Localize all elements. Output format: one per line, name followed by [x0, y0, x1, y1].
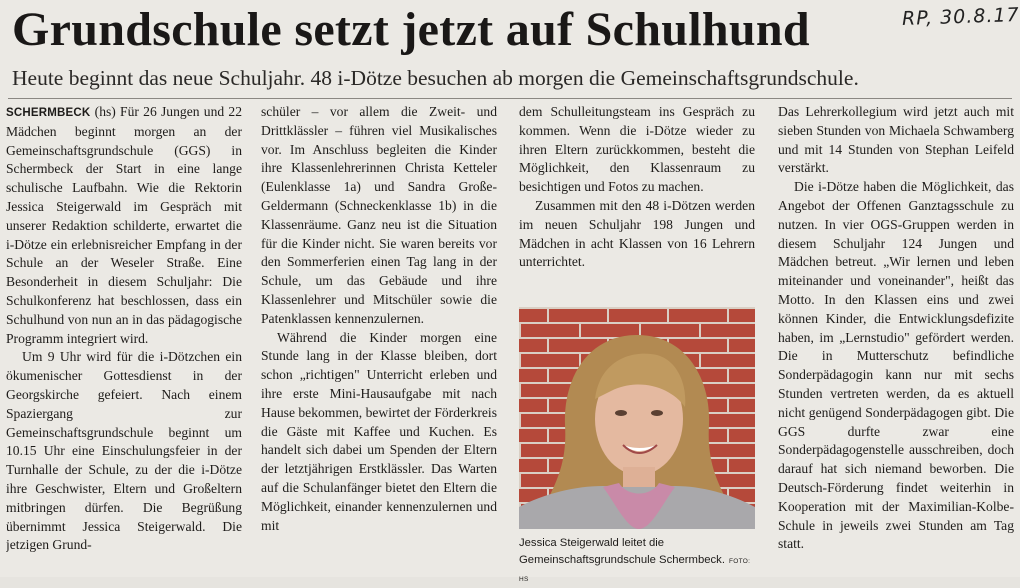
article-column-4	[778, 103, 1014, 573]
paragraph: Während die Kinder morgen eine Stunde lang in der Klasse bleiben, dort schon „richtigen" Unterricht erleben und ihre erste Mini-Hausaufgabe mit nach Hause bekommen, bewirtet der Förderkreis die Gäste mit Kaffee und Kuchen. Es handelt sich dabei um Spenden der Eltern der letztjährigen Erstklässler. Das Warten auf die Schulanfänger bietet den Eltern die Möglichkeit, einander kennenzulernen und mit	[261, 329, 497, 533]
paragraph: Die i-Dötze haben die Möglichkeit, das Angebot der Offenen Ganztagsschule zu nutzen. In vier OGS-Gruppen werden in diesem Schuljahr 124 Jungen und Mädchen betreut. „Wir lernen und leben miteinander und voneinander", heißt das Motto. In den Klassen eins und zwei können Kinder, die Entwicklungsdefizite haben, im „Lernstudio" gefördert werden. Die in Mutterschutz befindliche Sonderpädagogin kann nur mit sechs Stunden vertreten werden, da es aktuell nicht genügend Sonderpädagogen gibt. Die GGS durfte zwar eine Sonderpädagogenstelle ausschreiben, doch darauf hat sich niemand beworben. Die Deutsch-Förderung findet weiterhin in Kooperation mit der Maximilian-Kolbe-Schule in jeweils zwei Stunden am Tag statt.	[778, 179, 1014, 552]
portrait-photo	[519, 307, 755, 529]
paragraph: dem Schulleitungsteam ins Gespräch zu kommen. Wenn die i-Dötze wieder zu ihren Eltern zurückkommen, besteht die Möglichkeit, den Klassenraum zu besichtigen und Fotos zu machen.	[519, 104, 755, 195]
paragraph-text: (hs) Für 26 Jungen und 22 Mädchen beginnt morgen an der Gemeinschaftsgrundschule (GGS) in Schermbeck der Start in eine lange schulische Laufbahn. Wie die Rektorin Jessica Steigerwald im Gespräch mit unserer Redaktion schilderte, erwartet die i-Dötze ein erlebnisreicher Empfang in der Schule an der Weseler Straße. Eine Besonderheit in diesem Schuljahr: Die Schulkonferenz hat beschlossen, dass ein Schulhund von nun an in das pädagogische Programm integriert wird.	[6, 104, 242, 346]
article-subheadline: Heute beginnt das neue Schuljahr. 48 i-Dötze besuchen ab morgen die Gemeinschaftsgrundschule.	[12, 66, 859, 90]
dateline: SCHERMBECK	[6, 107, 91, 119]
portrait-illustration	[519, 307, 755, 529]
paragraph: Das Lehrerkollegium wird jetzt auch mit sieben Stunden von Michaela Schwamberg und mit 14 Stunden von Stephan Leifeld verstärkt.	[778, 104, 1014, 176]
article-headline: Grundschule setzt jetzt auf Schulhund	[12, 3, 810, 56]
photo-caption	[519, 535, 755, 588]
paragraph	[6, 103, 242, 348]
photo-credit: FOTO: HS	[519, 558, 751, 583]
column-text	[519, 103, 755, 303]
paragraph: Um 9 Uhr wird für die i-Dötzchen ein ökumenischer Gottesdienst in der Georgskirche gefeiert. Nach einem Spaziergang zur Gemeinschaftsgrundschule beginnt um 10.15 Uhr eine Einschulungsfeier in der Turnhalle der Schule, zu der die i-Dötze ihre Geschwister, Eltern und Großeltern mitbringen dürfen. Die Begrüßung übernimmt Jessica Steigerwald. Die jetzigen Grund-	[6, 349, 242, 553]
handwritten-date-note: RP, 30.8.17	[901, 3, 1020, 31]
article-column-2	[261, 103, 497, 573]
article-column-1	[6, 103, 242, 573]
paragraph: schüler – vor allem die Zweit- und Drittklässler – führen viel Musikalisches vor. Im Anschluss begleiten die Kinder ihre Klassenlehrerinnen Christa Ketteler (Eulenklasse 1a) und Sandra Große-Geldermann (Schneckenklasse 1b) in die Klassenräume. Ganz neu ist die Situation für die Kinder nicht. Sie waren bereits vor den Sommerferien einen Tag lang in der Schule, um das Gebäude und ihre Klassenlehrer und Mitschüler sowie die Patenklassen kennenzulernen.	[261, 104, 497, 326]
caption-text: Jessica Steigerwald leitet die Gemeinschaftsgrundschule Schermbeck.	[519, 537, 725, 566]
paragraph: Zusammen mit den 48 i-Dötzen werden im neuen Schuljahr 198 Jungen und Mädchen in acht Klassen von 16 Lehrern unterrichtet.	[519, 197, 755, 270]
header-divider	[8, 98, 1012, 99]
